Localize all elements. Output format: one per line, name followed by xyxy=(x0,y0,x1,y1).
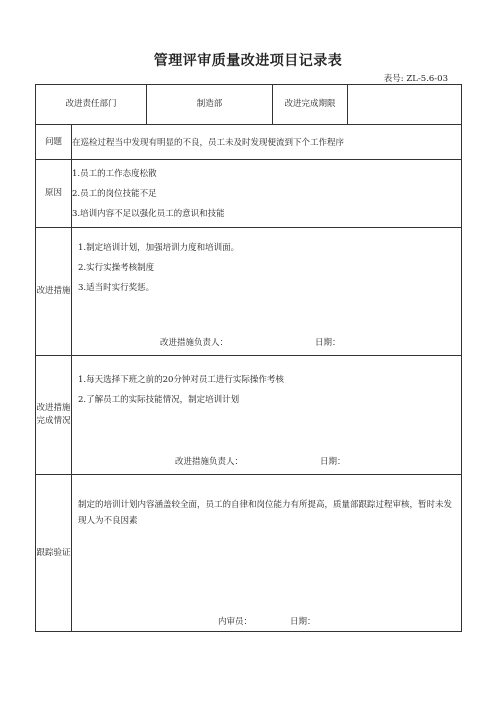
completion-label: 改进措施完成情况 xyxy=(36,356,72,475)
measure-item: 3.适当时实行奖惩。 xyxy=(78,283,155,293)
cause-label: 原因 xyxy=(36,160,72,228)
dept-value[interactable]: 制造部 xyxy=(147,85,273,125)
completion-date-label: 日期： xyxy=(320,457,346,467)
measures-cell[interactable] xyxy=(72,228,462,356)
completion-item: 1.每天选择下班之前的20分钟对员工进行实际操作考核 xyxy=(78,375,284,385)
measures-label: 改进措施 xyxy=(36,228,72,356)
cause-cell[interactable] xyxy=(72,160,462,228)
completion-row xyxy=(36,356,462,475)
record-table xyxy=(35,84,462,632)
measures-owner-label: 改进措施负责人： xyxy=(160,338,229,348)
problem-text[interactable]: 在巡检过程当中发现有明显的不良，员工未及时发现便流到下个工作程序 xyxy=(72,125,462,160)
form-title: 管理评审质量改进项目记录表 xyxy=(153,53,343,69)
completion-item: 2.了解员工的实际技能情况，制定培训计划 xyxy=(78,395,240,405)
followup-row xyxy=(36,475,462,632)
deadline-value[interactable] xyxy=(348,85,462,125)
auditor-label: 内审员： xyxy=(218,617,253,627)
problem-row xyxy=(36,125,462,160)
cause-item: 2.员工的岗位技能不足 xyxy=(72,188,157,199)
followup-cell[interactable] xyxy=(72,475,462,632)
followup-label: 跟踪验证 xyxy=(36,475,72,632)
measure-item: 1.制定培训计划，加强培训力度和培训面。 xyxy=(78,243,240,253)
completion-owner-label: 改进措施负责人： xyxy=(175,457,244,467)
measure-item: 2.实行实操考核制度 xyxy=(78,263,155,273)
form-number: 表号: ZL-5.6-03 xyxy=(383,74,448,84)
completion-cell[interactable] xyxy=(72,356,462,475)
cause-item: 3.培训内容不足以强化员工的意识和技能 xyxy=(72,208,225,219)
followup-date-label: 日期： xyxy=(290,617,316,627)
measures-row xyxy=(36,228,462,356)
header-row xyxy=(36,85,462,125)
dept-label: 改进责任部门 xyxy=(36,85,147,125)
cause-item: 1.员工的工作态度松散 xyxy=(72,168,157,179)
followup-text: 制定的培训计划内容涵盖较全面，员工的自律和岗位能力有所提高，质量部跟踪过程审核，暂时未发现人为不良因素 xyxy=(78,500,453,526)
problem-label: 问题 xyxy=(36,125,72,160)
deadline-label: 改进完成期限 xyxy=(273,85,348,125)
measures-date-label: 日期： xyxy=(315,338,341,348)
cause-row xyxy=(36,160,462,228)
